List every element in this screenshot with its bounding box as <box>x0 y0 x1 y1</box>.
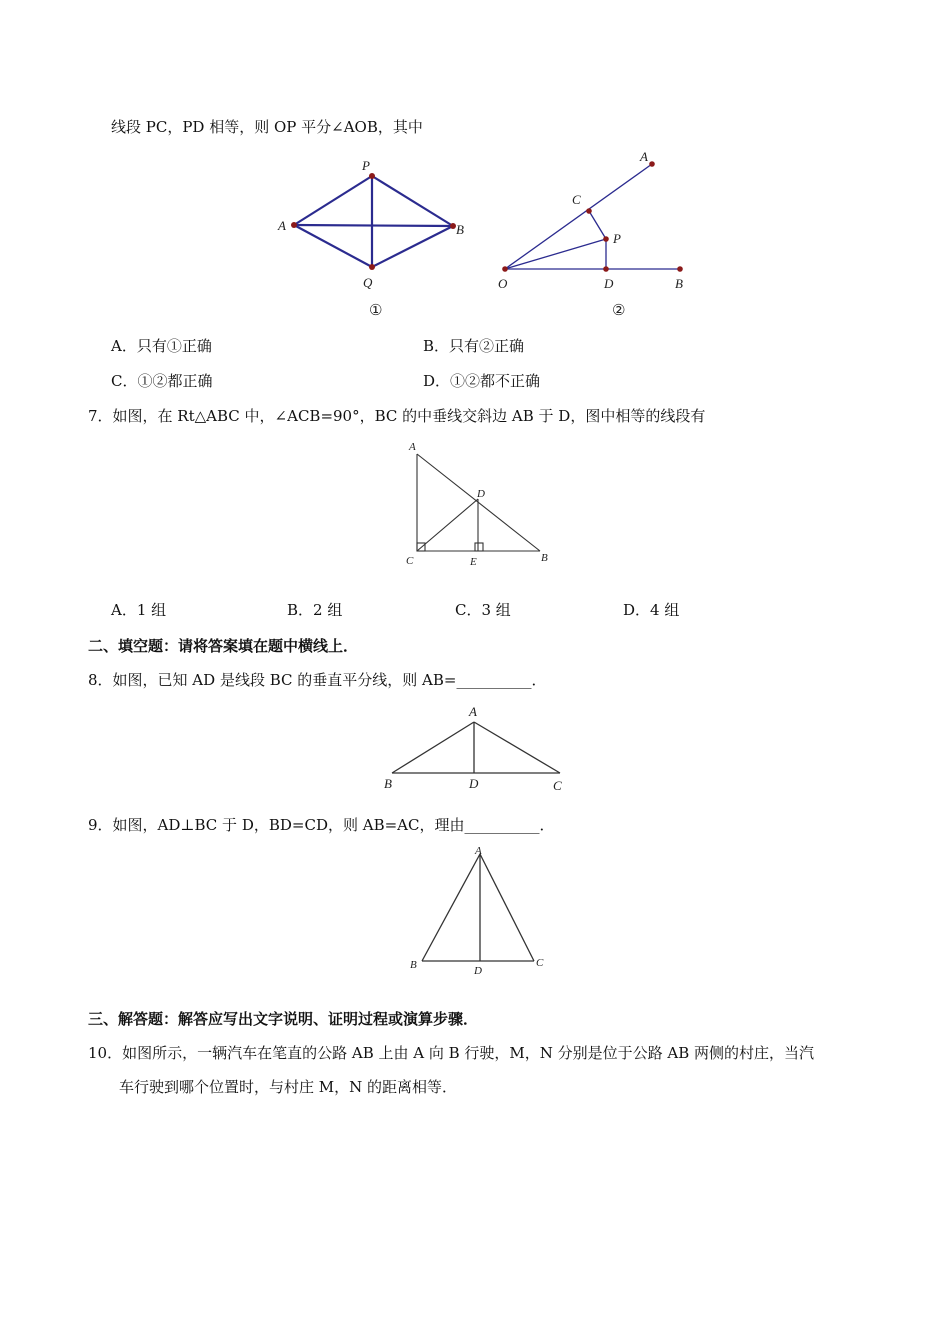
label-c: C <box>553 778 562 793</box>
section-2-heading: 二、填空题：请将答案填在题中横线上． <box>88 637 359 655</box>
label-a: A <box>640 149 648 164</box>
label-c: C <box>406 555 414 567</box>
segment-cd <box>417 499 478 551</box>
segment-ab <box>422 854 480 961</box>
point-p <box>603 236 609 242</box>
q10-line-2: 车行驶到哪个位置时，与村庄 M，N 的距离相等． <box>119 1078 458 1096</box>
label-e: E <box>470 556 477 568</box>
figure-q7 <box>400 440 570 580</box>
label-b: B <box>675 276 683 291</box>
segment-ab <box>392 722 474 773</box>
label-p: P <box>613 231 621 246</box>
label-a: A <box>409 441 416 453</box>
point-o <box>502 266 508 272</box>
ray-oa <box>505 164 652 269</box>
label-p: P <box>362 158 370 173</box>
right-angle-e <box>475 543 483 551</box>
figure-2 <box>490 150 700 320</box>
segment-op <box>505 239 606 269</box>
label-a: A <box>469 704 477 719</box>
label-o: O <box>498 276 508 291</box>
q6-option-a: A．只有①正确 <box>111 337 212 355</box>
segment-pa <box>294 176 372 225</box>
label-b: B <box>384 776 392 791</box>
label-a: A <box>278 218 286 233</box>
label-d: D <box>604 276 614 291</box>
q8-stem: 8．如图，已知 AD 是线段 BC 的垂直平分线，则 AB=__________． <box>88 671 547 689</box>
q6-option-d: D．①②都不正确 <box>423 372 541 390</box>
label-q: Q <box>363 275 373 290</box>
q7-option-d: D．4 组 <box>623 601 680 619</box>
label-d: D <box>477 488 485 500</box>
point-p <box>369 173 375 179</box>
q7-option-c: C．3 组 <box>455 601 511 619</box>
point-d <box>603 266 609 272</box>
point-c <box>586 208 592 214</box>
figure-q8 <box>380 700 580 795</box>
segment-pb <box>372 176 453 226</box>
segment-ac <box>474 722 560 773</box>
q7-option-b: B．2 组 <box>287 601 343 619</box>
point-b <box>677 266 683 272</box>
segment-qb <box>372 226 453 267</box>
point-a <box>649 161 655 167</box>
q6-option-c: C．①②都正确 <box>111 372 213 390</box>
segment-ab <box>294 225 453 226</box>
segment-qa <box>294 225 372 267</box>
figure-1 <box>270 150 470 320</box>
caption-2: ② <box>612 301 626 319</box>
point-a <box>291 222 297 228</box>
figure-q9 <box>405 842 555 977</box>
label-b: B <box>541 552 548 564</box>
segment-pc <box>589 211 606 239</box>
label-a: A <box>475 845 482 857</box>
q6-option-b: B．只有②正确 <box>423 337 525 355</box>
caption-1: ① <box>369 301 383 319</box>
q7-stem: 7．如图，在 Rt△ABC 中，∠ACB=90°，BC 的中垂线交斜边 AB 于 D，图中相等的线段有 <box>88 407 706 425</box>
label-c: C <box>536 957 544 969</box>
label-d: D <box>474 965 482 977</box>
section-3-heading: 三、解答题：解答应写出文字说明、证明过程或演算步骤． <box>88 1010 479 1028</box>
point-q <box>369 264 375 270</box>
q9-stem: 9．如图，AD⊥BC 于 D，BD=CD，则 AB=AC，理由__________． <box>88 816 555 834</box>
label-d: D <box>469 776 479 791</box>
label-b: B <box>410 959 417 971</box>
q7-option-a: A．1 组 <box>111 601 167 619</box>
label-b: B <box>456 222 464 237</box>
label-c: C <box>572 192 581 207</box>
segment-ac <box>480 854 534 961</box>
q10-line-1: 10．如图所示，一辆汽车在笔直的公路 AB 上由 A 向 B 行驶，M，N 分别是位于公路 AB 两侧的村庄，当汽 <box>88 1044 815 1062</box>
intro-line: 线段 PC，PD 相等，则 OP 平分∠AOB，其中 <box>111 118 423 136</box>
